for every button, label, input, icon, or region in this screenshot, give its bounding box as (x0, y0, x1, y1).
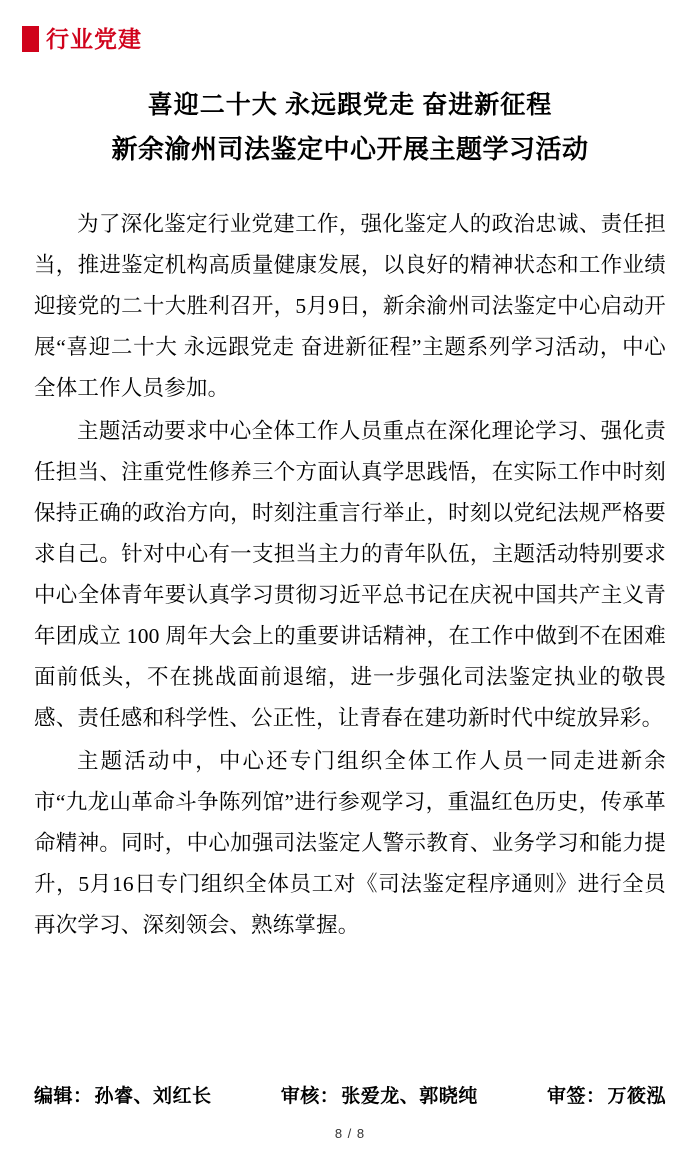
article-body (34, 204, 666, 946)
credit-editor-label: 编辑： (34, 1086, 93, 1107)
paragraph: 为了深化鉴定行业党建工作，强化鉴定人的政治忠诚、责任担当，推进鉴定机构高质量健康发展，以良好的精神状态和工作业绩迎接党的二十大胜利召开，5月9日，新余渝州司法鉴定中心启动开展“喜迎二十大 永远跟党走 奋进新征程”主题系列学习活动，中心全体工作人员参加。 (34, 212, 666, 400)
banner-label: 行业党建 (46, 26, 142, 52)
credit-reviewer-label: 审核： (280, 1086, 340, 1107)
section-banner (22, 26, 700, 52)
credit-approver (547, 1081, 666, 1108)
banner-accent-bar (22, 26, 39, 52)
credit-approver-label: 审签： (546, 1086, 606, 1107)
document-page (0, 26, 700, 1174)
credit-editor (34, 1081, 212, 1108)
paragraph: 主题活动要求中心全体工作人员重点在深化理论学习、强化责任担当、注重党性修养三个方面认真学思践悟，在实际工作中时刻保持正确的政治方向，时刻注重言行举止，时刻以党纪法规严格要求自己。针对中心有一支担当主力的青年队伍，主题活动特别要求中心全体青年要认真学习贯彻习近平总书记在庆祝中国共产主义青年团成立 100 周年大会上的重要讲话精神，在工作中做到不在困难面前低头，不在挑战面前退缩，进一步强化司法鉴定执业的敬畏感、责任感和科学性、公正性，让青春在建功新时代中绽放异彩。 (34, 419, 666, 730)
title-block (0, 88, 700, 170)
credit-approver-value: 万筱泓 (607, 1086, 666, 1107)
page-title-line2: 新余渝州司法鉴定中心开展主题学习活动 (111, 135, 589, 164)
paragraph: 主题活动中，中心还专门组织全体工作人员一同走进新余市“九龙山革命斗争陈列馆”进行参观学习，重温红色历史，传承革命精神。同时，中心加强司法鉴定人警示教育、业务学习和能力提升，5月16日专门组织全体员工对《司法鉴定程序通则》进行全员再次学习、深刻领会、熟练掌握。 (34, 749, 666, 937)
page-title-line1: 喜迎二十大 永远跟党走 奋进新征程 (147, 92, 553, 119)
credit-reviewer-value: 张爱龙、郭晓纯 (341, 1086, 478, 1107)
credits-line (34, 1081, 666, 1108)
credit-reviewer (281, 1081, 478, 1108)
credit-editor-value: 孙睿、刘红长 (94, 1086, 212, 1107)
page-number: 8 / 8 (334, 1126, 366, 1141)
